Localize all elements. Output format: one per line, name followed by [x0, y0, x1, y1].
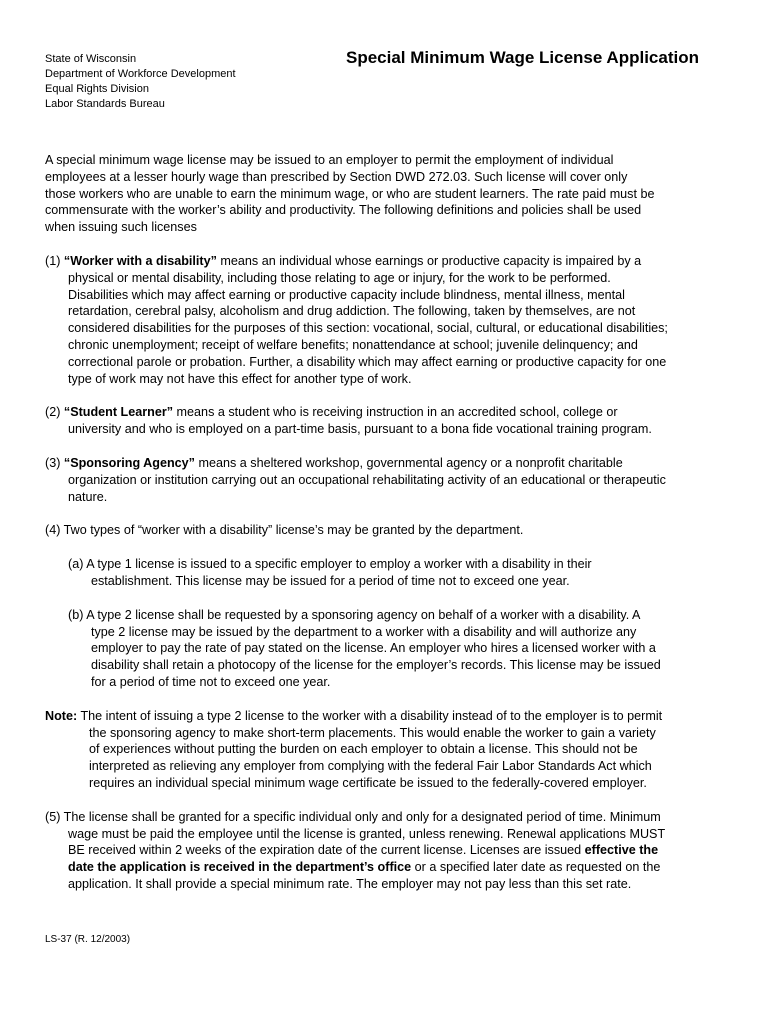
subitem-line: (a) A type 1 license is issued to a specific employer to employ a worker with a disability in their — [68, 557, 592, 572]
definition-text: means a student who is receiving instruction in an accredited school, college or — [173, 405, 618, 420]
item-number: (3) — [45, 455, 64, 470]
intro-line: when issuing such licenses — [45, 220, 197, 235]
intro-line: commensurate with the worker’s ability and productivity. The following definitions and policies shall be used — [45, 203, 642, 218]
emphasis-text: date the application is received in the department’s office — [68, 860, 412, 875]
item-line: application. It shall provide a special minimum rate. The employer may not pay less than this set rate. — [68, 876, 632, 891]
definition-line: considered disabilities for the purposes of this section: vocational, social, cultural, or educational disabilities; — [68, 321, 668, 336]
note-line: interpreted as relieving any employer from complying with the federal Fair Labor Standards Act which — [89, 759, 652, 774]
definition-line: type of work may not have this effect for another type of work. — [68, 371, 412, 386]
definition-student-learner — [45, 404, 735, 438]
license-types-text: (4) Two types of “worker with a disability” license’s may be granted by the department. — [45, 523, 524, 538]
agency-block — [45, 52, 236, 112]
definition-line: university and who is employed on a part-time basis, pursuant to a bona fide vocational training program. — [68, 422, 652, 437]
intro-line: employees at a lesser hourly wage than prescribed by Section DWD 272.03. Such license will cover only — [45, 169, 628, 184]
definition-line: correctional parole or probation. Further, a disability which may affect earning or productive capacity for one — [68, 354, 667, 369]
definition-line: nature. — [68, 489, 108, 504]
license-term-item — [45, 809, 735, 893]
item-text: or a specified later date as requested on the — [411, 860, 661, 875]
subitem-line: establishment. This license may be issued for a period of time not to exceed one year. — [91, 573, 570, 588]
subitem-line: (b) A type 2 license shall be requested by a sponsoring agency on behalf of a worker with a disability. A — [68, 607, 641, 622]
subitem-line: employer to pay the rate of pay stated on the license. An employer who hires a licensed worker with a — [91, 641, 656, 656]
emphasis-text: effective the — [584, 843, 659, 858]
definition-line: physical or mental disability, including those relating to age or injury, for the work to be performed. — [68, 270, 611, 285]
form-id: LS-37 (R. 12/2003) — [45, 934, 131, 945]
note-paragraph — [45, 708, 735, 792]
item-line: wage must be paid the employee until the license is granted, unless renewing. Renewal applications MUST — [68, 826, 666, 841]
license-type-2 — [68, 607, 735, 691]
license-type-1 — [68, 556, 735, 590]
intro-paragraph — [45, 152, 735, 236]
document-title: Special Minimum Wage License Application — [346, 48, 699, 67]
note-line: of experiences without putting the burden on each employer to obtain a license. This should not be — [89, 742, 638, 757]
license-types-item — [45, 522, 735, 539]
note-line: the sponsoring agency to make short-term placements. This would enable the worker to gain a variety — [89, 725, 656, 740]
note-label: Note: — [45, 708, 78, 723]
agency-line-bureau: Labor Standards Bureau — [45, 98, 165, 110]
subitem-line: type 2 license may be issued by the department to a worker with a disability and will authorize any — [91, 624, 637, 639]
document-body — [45, 152, 735, 910]
definition-worker-with-disability — [45, 253, 735, 387]
definition-line: organization or institution carrying out an occupational rehabilitating activity of an educational or therapeutic — [68, 472, 666, 487]
note-text: The intent of issuing a type 2 license to the worker with a disability instead of to the employer is to permit — [77, 708, 663, 723]
definition-line: Disabilities which may affect earning or productive capacity include blindness, mental illness, mental — [68, 287, 625, 302]
item-number: (2) — [45, 405, 64, 420]
subitem-line: for a period of time not to exceed one year. — [91, 674, 331, 689]
intro-line: those workers who are unable to earn the minimum wage, or who are student learners. The rate paid must be — [45, 186, 655, 201]
definition-line: chronic unemployment; receipt of welfare benefits; nonattendance at school; juvenile delinquency; and — [68, 337, 638, 352]
defined-term: “Sponsoring Agency” — [63, 455, 195, 470]
definition-text: means an individual whose earnings or productive capacity is impaired by a — [216, 253, 642, 268]
item-line: (5) The license shall be granted for a specific individual only and only for a designated period of time. Minimum — [45, 809, 661, 824]
item-number: (1) — [45, 253, 64, 268]
agency-line-division: Equal Rights Division — [45, 83, 149, 95]
intro-line: A special minimum wage license may be issued to an employer to permit the employment of individual — [45, 153, 614, 167]
agency-line-state: State of Wisconsin — [45, 53, 137, 65]
note-line: requires an individual special minimum wage certificate be issued to the federally-covered employer. — [89, 775, 647, 790]
definition-text: means a sheltered workshop, governmental agency or a nonprofit charitable — [194, 455, 623, 470]
definition-line: retardation, cerebral palsy, alcoholism and drug addiction. The following, taken by themselves, are not — [68, 304, 636, 319]
subitem-line: disability shall retain a photocopy of the license for the employer’s records. This license may be issued — [91, 658, 661, 673]
defined-term: “Worker with a disability” — [63, 253, 217, 268]
item-text: BE received within 2 weeks of the expiration date of the current license. Licenses are issued — [68, 843, 585, 858]
defined-term: “Student Learner” — [63, 405, 174, 420]
definition-sponsoring-agency — [45, 455, 735, 505]
agency-line-department: Department of Workforce Development — [45, 68, 236, 80]
